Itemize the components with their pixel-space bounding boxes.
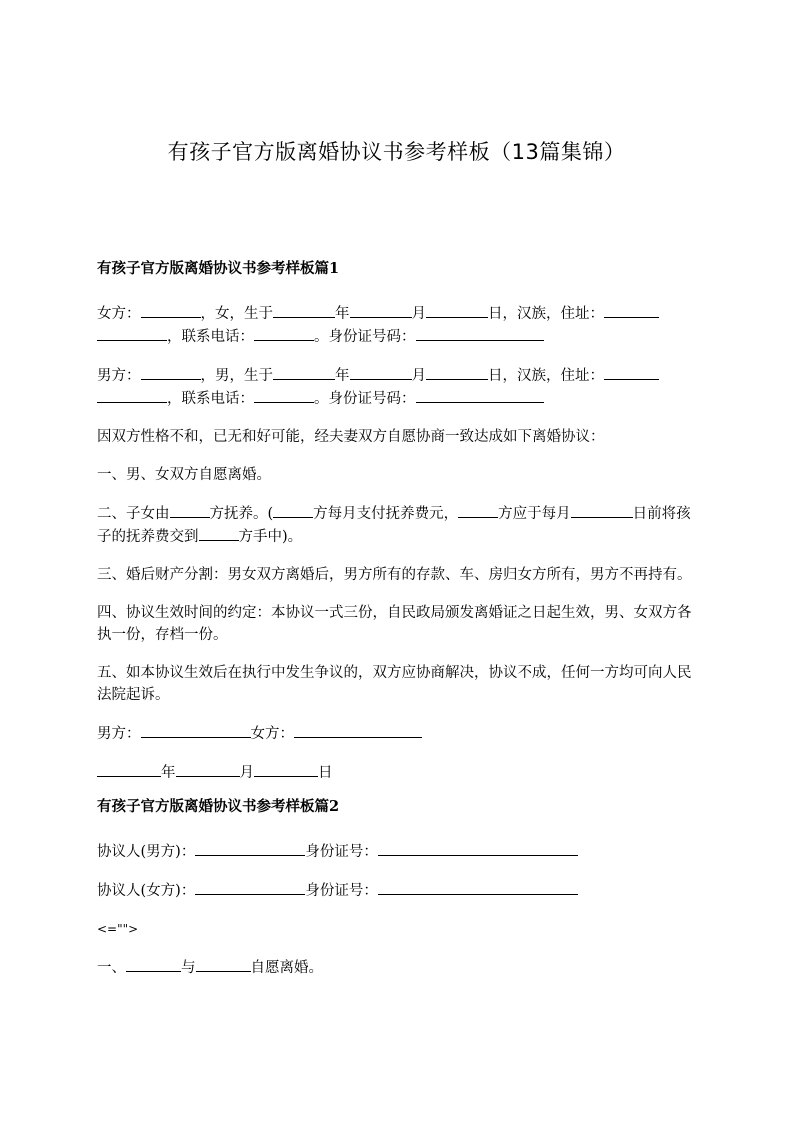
female-birth-month-blank[interactable] <box>350 302 412 318</box>
signature-line: 男方： 女方： <box>97 722 701 745</box>
clause-2-custody: 二、子女由 方抚养。( 方每月支付抚养费元， 方应于每月 日前将孩子的抚养费交到 方手中)。 <box>97 502 701 548</box>
party-female-id-blank[interactable] <box>378 879 578 895</box>
recipient-party-blank[interactable] <box>199 525 239 541</box>
female-address-blank-2[interactable] <box>97 325 167 341</box>
payment-day-blank[interactable] <box>571 502 633 518</box>
male-name-blank[interactable] <box>141 364 201 380</box>
section-1-heading: 有孩子官方版离婚协议书参考样板篇1 <box>97 260 340 277</box>
female-birth-year-blank[interactable] <box>273 302 335 318</box>
party-male-name-blank[interactable] <box>195 840 305 856</box>
female-birth-day-blank[interactable] <box>426 302 488 318</box>
date-month-blank[interactable] <box>176 761 240 777</box>
custody-party-blank[interactable] <box>170 502 210 518</box>
clause-3-property: 三、婚后财产分割：男女双方离婚后，男方所有的存款、车、房归女方所有，男方不再持有。 <box>97 567 692 583</box>
payer-party-blank[interactable] <box>273 502 313 518</box>
male-address-blank-1[interactable] <box>604 364 659 380</box>
date-day-blank[interactable] <box>254 761 318 777</box>
clause-4-effective: 四、协议生效时间的约定：本协议一式三份，自民政局颁发离婚证之日起生效，男、女双方各执一份，存档一份。 <box>97 605 692 643</box>
male-birth-month-blank[interactable] <box>350 364 412 380</box>
male-signature-blank[interactable] <box>141 722 251 738</box>
section-2-clause-1: 一、 与 自愿离婚。 <box>97 956 701 979</box>
male-birth-day-blank[interactable] <box>426 364 488 380</box>
date-line: 年 月 日 <box>97 761 701 784</box>
clause-1: 一、男、女双方自愿离婚。 <box>97 467 271 483</box>
agreement-intro: 因双方性格不和，已无和好可能，经夫妻双方自愿协商一致达成如下离婚协议： <box>97 429 605 445</box>
payer-party-blank-2[interactable] <box>458 502 498 518</box>
party-b-blank[interactable] <box>196 956 251 972</box>
party-male-line: 协议人(男方)： 身份证号： <box>97 840 701 863</box>
party-a-blank[interactable] <box>126 956 181 972</box>
party-male-id-blank[interactable] <box>378 840 578 856</box>
male-id-blank[interactable] <box>416 387 544 403</box>
female-phone-blank[interactable] <box>254 325 314 341</box>
female-address-blank-1[interactable] <box>604 302 659 318</box>
female-name-blank[interactable] <box>141 302 201 318</box>
party-female-line: 协议人(女方)： 身份证号： <box>97 879 701 902</box>
document-title: 有孩子官方版离婚协议书参考样板（13篇集锦） <box>167 140 626 164</box>
male-phone-blank[interactable] <box>254 387 314 403</box>
clause-5-dispute: 五、如本协议生效后在执行中发生争议的，双方应协商解决，协议不成，任何一方均可向人民法院起诉。 <box>97 665 692 703</box>
male-address-blank-2[interactable] <box>97 387 167 403</box>
party-female-name-blank[interactable] <box>195 879 305 895</box>
stray-markup-text: <=""> <box>97 922 139 936</box>
document-body <box>97 258 701 995</box>
female-id-blank[interactable] <box>416 325 544 341</box>
section-2-heading: 有孩子官方版离婚协议书参考样板篇2 <box>97 798 340 815</box>
female-party-info: 女方： ，女，生于 年 月 日，汉族，住址： ，联系电话： 。身份证号码： <box>97 302 701 348</box>
male-birth-year-blank[interactable] <box>273 364 335 380</box>
date-year-blank[interactable] <box>97 761 161 777</box>
female-signature-blank[interactable] <box>294 722 422 738</box>
male-party-info: 男方： ，男，生于 年 月 日，汉族，住址： ，联系电话： 。身份证号码： <box>97 364 701 410</box>
